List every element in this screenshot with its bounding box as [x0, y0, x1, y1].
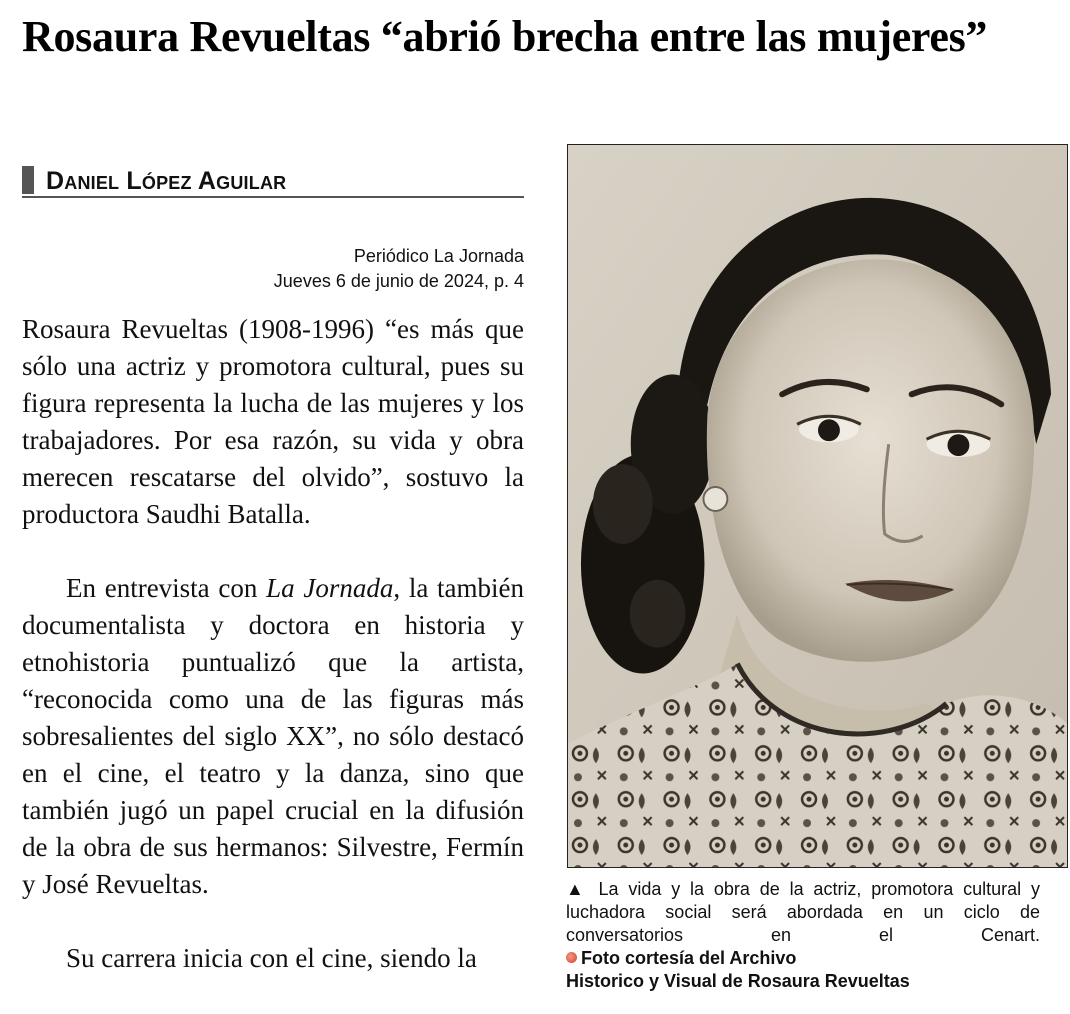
caption-text-block [566, 878, 1040, 947]
photo-caption [566, 878, 1040, 993]
newspaper-name: La Jornada [266, 573, 394, 603]
caption-text: La vida y la obra de la actriz, promotora cultural y luchadora social será abordada en un ciclo de conversatorios en el Cenart. [566, 879, 1040, 945]
article-headline: Rosaura Revueltas “abrió brecha entre las mujeres” [22, 12, 988, 61]
author-byline: Daniel López Aguilar [46, 167, 287, 195]
triangle-up-icon: ▲ [566, 879, 589, 899]
credit-line-2: Historico y Visual de Rosaura Revueltas [566, 971, 910, 991]
paragraph-2 [22, 570, 524, 903]
photo-credit [566, 947, 1040, 993]
portrait-photo [567, 144, 1068, 868]
article-body [22, 311, 524, 1014]
paragraph-3: Su carrera inicia con el cine, siendo la [66, 943, 477, 973]
credit-dot-icon [566, 952, 577, 963]
source-info [274, 244, 524, 294]
credit-line-1: Foto cortesía del Archivo [581, 948, 797, 968]
byline-bar [22, 166, 34, 194]
publication-date: Jueves 6 de junio de 2024, p. 4 [273, 271, 524, 291]
paragraph-1: Rosaura Revueltas (1908-1996) “es más que sólo una actriz y promotora cultural, pues su figura representa la lucha de las mujeres y los trabajadores. Por esa razón, su vida y obra merecen rescatarse del olvido”, sostuvo la productora Saudhi Batalla. [22, 314, 524, 529]
publication-name: Periódico La Jornada [353, 246, 524, 266]
portrait-image [568, 145, 1067, 867]
paragraph-2-rest: , la también documentalista y doctora en historia y etnohistoria puntualizó que la artista, “reconocida como una de las figuras más sobresalientes del siglo XX”, no sólo destacó en el cine, el teatro y la danza, sino que también jugó un papel crucial en la difusión de la obra de sus hermanos: Silvestre, Fermín y José Revueltas. [22, 573, 524, 899]
byline-rule [22, 164, 524, 198]
paragraph-2-start: En entrevista con [66, 573, 267, 603]
